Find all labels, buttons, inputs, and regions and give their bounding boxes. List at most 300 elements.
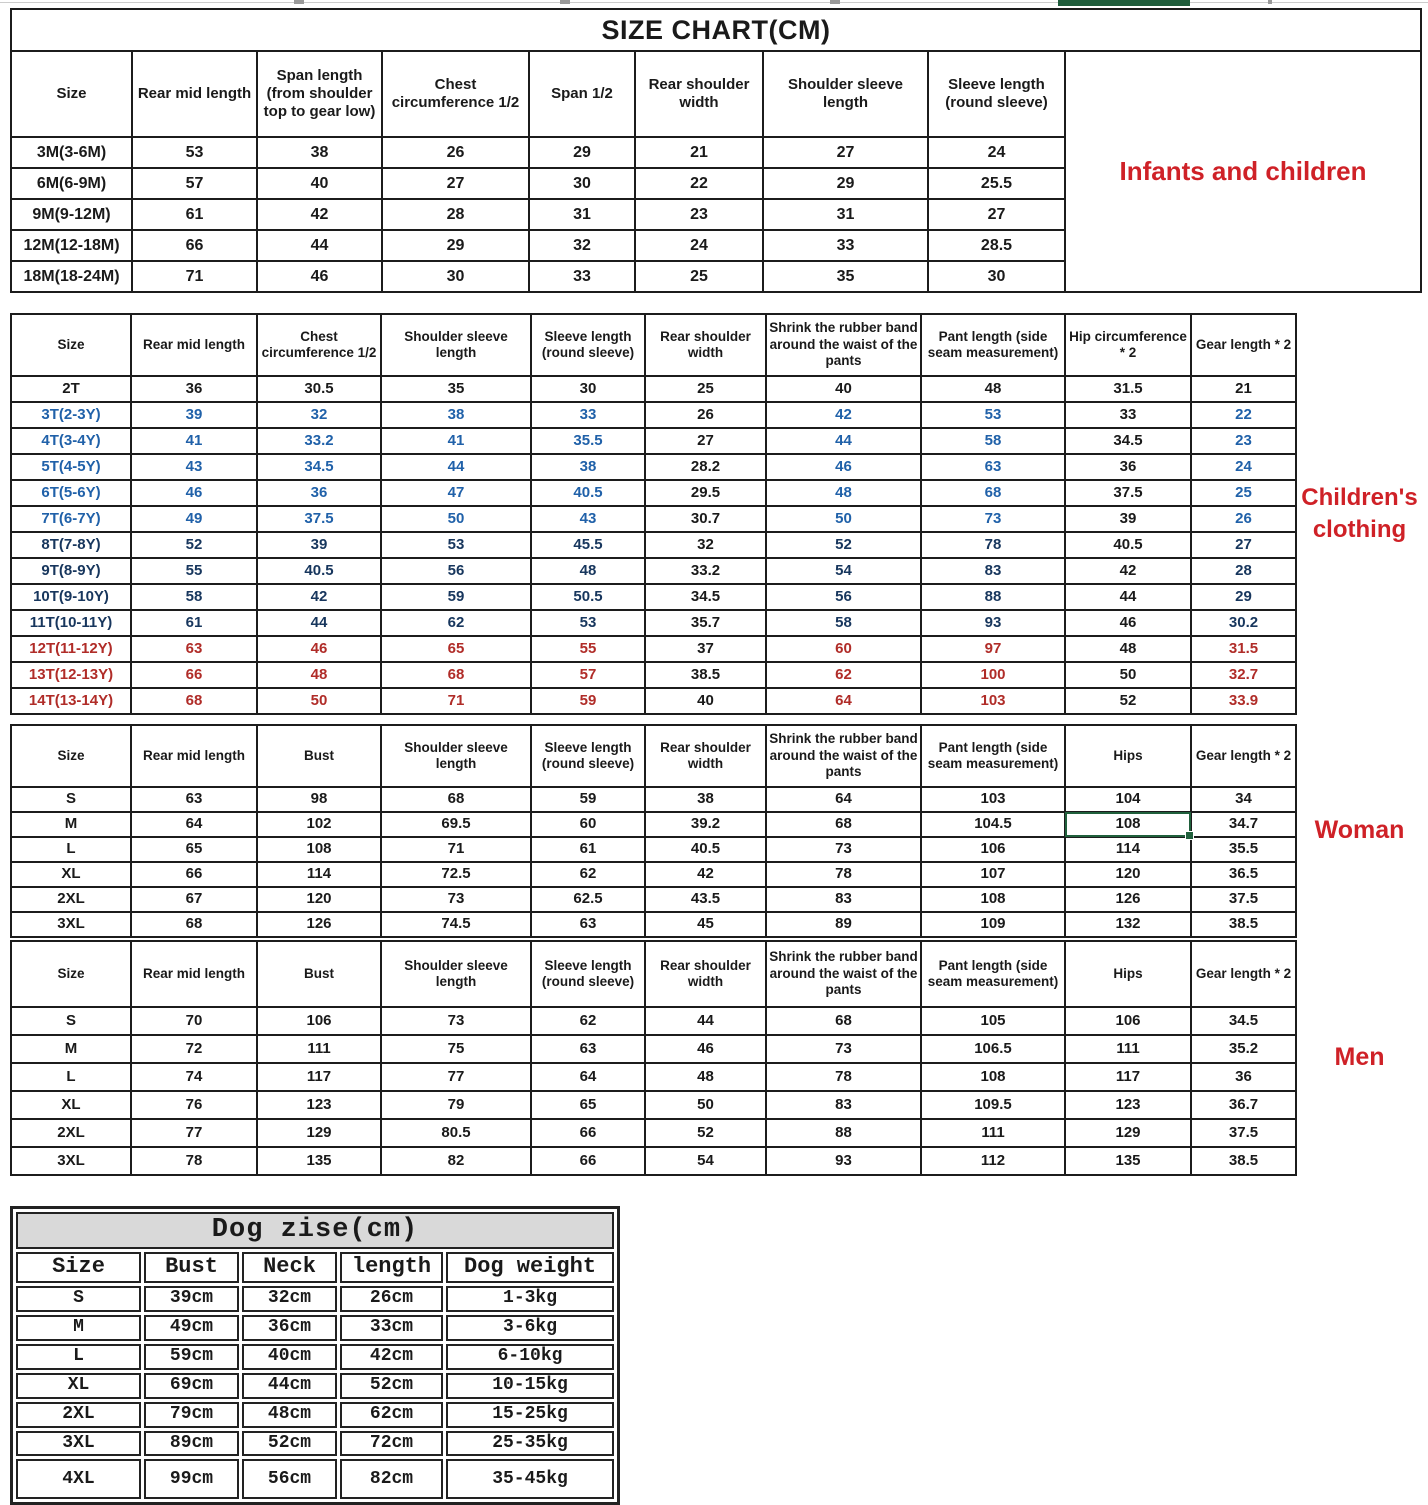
data-cell: 66	[131, 662, 257, 688]
data-cell: 34.5	[645, 584, 766, 610]
data-cell: 30	[928, 261, 1065, 292]
data-cell: 107	[921, 862, 1065, 887]
data-cell: 23	[1191, 428, 1296, 454]
data-cell: 34	[1191, 787, 1296, 812]
data-cell: 73	[381, 1007, 531, 1035]
data-cell: 46	[131, 480, 257, 506]
data-cell: 61	[531, 837, 645, 862]
header-cell: Gear length * 2	[1191, 941, 1296, 1007]
header-cell: Rear shoulder width	[635, 51, 763, 137]
data-cell: 67	[131, 887, 257, 912]
data-cell: 40.5	[531, 480, 645, 506]
data-cell: 30	[529, 168, 635, 199]
header-cell: Rear mid length	[131, 725, 257, 787]
data-cell: 68	[131, 912, 257, 937]
data-cell: 25	[1191, 480, 1296, 506]
data-cell: 129	[257, 1119, 381, 1147]
data-cell: 33.2	[645, 558, 766, 584]
row-size-cell: 12M(12-18M)	[11, 230, 132, 261]
data-cell: 106.5	[921, 1035, 1065, 1063]
data-cell: 43	[131, 454, 257, 480]
data-cell: 61	[132, 199, 257, 230]
row-size-cell: 2XL	[11, 1119, 131, 1147]
header-cell: Chest circumference 1/2	[382, 51, 529, 137]
data-cell: 62.5	[531, 887, 645, 912]
data-cell: 26	[382, 137, 529, 168]
data-cell: 44	[257, 610, 381, 636]
data-cell: 54	[645, 1147, 766, 1175]
data-cell: 34.7	[1191, 812, 1296, 837]
table-title: Dog zise(cm)	[16, 1212, 614, 1249]
data-cell: 59	[531, 688, 645, 714]
data-cell: 10-15kg	[446, 1373, 614, 1399]
data-cell: 31	[763, 199, 928, 230]
column-tick	[830, 0, 840, 4]
data-cell: 56	[381, 558, 531, 584]
header-cell: Dog weight	[446, 1252, 614, 1283]
data-cell: 37	[645, 636, 766, 662]
data-cell: 60	[766, 636, 921, 662]
data-cell: 50	[381, 506, 531, 532]
data-cell: 69.5	[381, 812, 531, 837]
data-cell: 104	[1065, 787, 1191, 812]
row-size-cell: 11T(10-11Y)	[11, 610, 131, 636]
data-cell: 103	[921, 787, 1065, 812]
data-cell: 106	[1065, 1007, 1191, 1035]
data-cell: 50.5	[531, 584, 645, 610]
data-cell: 75	[381, 1035, 531, 1063]
header-cell: Hip circumference * 2	[1065, 314, 1191, 376]
data-cell: 3-6kg	[446, 1315, 614, 1341]
row-size-cell: XL	[11, 1091, 131, 1119]
row-size-cell: S	[16, 1286, 141, 1312]
infants-size-table-section	[10, 8, 1422, 293]
data-cell: 61	[131, 610, 257, 636]
data-cell: 63	[531, 912, 645, 937]
data-cell: 35.5	[1191, 837, 1296, 862]
data-cell: 68	[381, 787, 531, 812]
column-tick	[294, 0, 304, 4]
data-cell: 53	[531, 610, 645, 636]
data-cell: 39	[131, 402, 257, 428]
data-cell: 52	[131, 532, 257, 558]
row-size-cell: 3XL	[16, 1431, 141, 1457]
data-cell: 46	[645, 1035, 766, 1063]
row-size-cell: S	[11, 1007, 131, 1035]
data-cell: 42cm	[340, 1344, 443, 1370]
data-cell: 54	[766, 558, 921, 584]
data-cell: 135	[257, 1147, 381, 1175]
data-cell: 68	[766, 1007, 921, 1035]
row-size-cell: 3XL	[11, 1147, 131, 1175]
data-cell: 40	[645, 688, 766, 714]
data-cell: 24	[635, 230, 763, 261]
data-cell: 109	[921, 912, 1065, 937]
section-label: Infants and children	[1065, 51, 1421, 292]
data-cell: 64	[766, 787, 921, 812]
data-cell: 25	[635, 261, 763, 292]
row-size-cell: 13T(12-13Y)	[11, 662, 131, 688]
data-cell: 99cm	[144, 1459, 239, 1499]
data-cell: 56	[766, 584, 921, 610]
spreadsheet-gridline	[0, 2, 1428, 3]
data-cell: 48	[921, 376, 1065, 402]
data-cell: 97	[921, 636, 1065, 662]
row-size-cell: 9T(8-9Y)	[11, 558, 131, 584]
header-cell: Sleeve length (round sleeve)	[531, 941, 645, 1007]
data-cell: 42	[645, 862, 766, 887]
data-cell: 32.7	[1191, 662, 1296, 688]
data-cell: 58	[921, 428, 1065, 454]
data-cell: 30.5	[257, 376, 381, 402]
data-cell: 42	[1065, 558, 1191, 584]
header-cell: Sleeve length (round sleeve)	[531, 725, 645, 787]
data-cell: 40.5	[257, 558, 381, 584]
data-cell: 52	[1065, 688, 1191, 714]
data-cell: 65	[381, 636, 531, 662]
row-size-cell: L	[11, 837, 131, 862]
data-cell: 40	[766, 376, 921, 402]
data-cell: 25.5	[928, 168, 1065, 199]
data-cell: 30.7	[645, 506, 766, 532]
header-cell: Size	[11, 725, 131, 787]
data-cell: 36cm	[242, 1315, 337, 1341]
row-size-cell: 8T(7-8Y)	[11, 532, 131, 558]
data-cell: 32	[257, 402, 381, 428]
data-cell: 73	[921, 506, 1065, 532]
children-table	[10, 313, 1297, 715]
dog-size-table-section	[10, 1206, 635, 1505]
header-cell: Sleeve length (round sleeve)	[531, 314, 645, 376]
data-cell: 62cm	[340, 1402, 443, 1428]
header-cell: Span length (from shoulder top to gear low)	[257, 51, 382, 137]
data-cell: 35	[763, 261, 928, 292]
header-cell: Rear mid length	[132, 51, 257, 137]
data-cell: 34.5	[1191, 1007, 1296, 1035]
data-cell: 82	[381, 1147, 531, 1175]
dog-table	[10, 1206, 620, 1505]
header-cell: Neck	[242, 1252, 337, 1283]
data-cell: 108	[921, 887, 1065, 912]
data-cell: 70	[131, 1007, 257, 1035]
data-cell: 48	[257, 662, 381, 688]
children-size-table-section	[10, 313, 1422, 715]
data-cell: 77	[381, 1063, 531, 1091]
data-cell: 33cm	[340, 1315, 443, 1341]
header-cell: Rear shoulder width	[645, 941, 766, 1007]
header-cell: Rear shoulder width	[645, 314, 766, 376]
data-cell: 48	[1065, 636, 1191, 662]
data-cell: 38	[257, 137, 382, 168]
header-cell: Shrink the rubber band around the waist of the pants	[766, 941, 921, 1007]
data-cell: 41	[381, 428, 531, 454]
data-cell: 129	[1065, 1119, 1191, 1147]
data-cell: 31.5	[1191, 636, 1296, 662]
data-cell: 34.5	[257, 454, 381, 480]
data-cell: 73	[766, 837, 921, 862]
header-cell: Rear shoulder width	[645, 725, 766, 787]
data-cell: 117	[257, 1063, 381, 1091]
data-cell: 37.5	[1065, 480, 1191, 506]
data-cell: 29	[529, 137, 635, 168]
data-cell: 46	[257, 261, 382, 292]
data-cell: 38	[381, 402, 531, 428]
data-cell: 38	[531, 454, 645, 480]
data-cell: 63	[131, 787, 257, 812]
data-cell: 108	[921, 1063, 1065, 1091]
header-cell: Pant length (side seam measurement)	[921, 314, 1065, 376]
data-cell: 38.5	[1191, 1147, 1296, 1175]
data-cell: 47	[381, 480, 531, 506]
data-cell: 123	[1065, 1091, 1191, 1119]
data-cell: 44cm	[242, 1373, 337, 1399]
data-cell: 36	[131, 376, 257, 402]
data-cell: 49cm	[144, 1315, 239, 1341]
infants-table	[10, 8, 1422, 293]
data-cell: 30.2	[1191, 610, 1296, 636]
data-cell: 39.2	[645, 812, 766, 837]
data-cell: 78	[131, 1147, 257, 1175]
data-cell: 24	[1191, 454, 1296, 480]
data-cell: 33.2	[257, 428, 381, 454]
data-cell: 23	[635, 199, 763, 230]
data-cell: 64	[531, 1063, 645, 1091]
data-cell: 74	[131, 1063, 257, 1091]
data-cell: 111	[1065, 1035, 1191, 1063]
data-cell: 38.5	[1191, 912, 1296, 937]
data-cell: 48	[531, 558, 645, 584]
header-cell: Shoulder sleeve length	[381, 941, 531, 1007]
data-cell: 28.2	[645, 454, 766, 480]
data-cell: 44	[381, 454, 531, 480]
data-cell: 29	[382, 230, 529, 261]
header-cell: Rear mid length	[131, 314, 257, 376]
data-cell: 53	[132, 137, 257, 168]
data-cell: 57	[531, 662, 645, 688]
data-cell: 24	[928, 137, 1065, 168]
data-cell: 56cm	[242, 1459, 337, 1499]
header-cell: Size	[11, 314, 131, 376]
data-cell: 42	[766, 402, 921, 428]
data-cell: 79cm	[144, 1402, 239, 1428]
data-cell: 27	[763, 137, 928, 168]
row-size-cell: 2XL	[16, 1402, 141, 1428]
data-cell: 79	[381, 1091, 531, 1119]
data-cell: 74.5	[381, 912, 531, 937]
data-cell: 50	[766, 506, 921, 532]
data-cell: 109.5	[921, 1091, 1065, 1119]
row-size-cell: 6M(6-9M)	[11, 168, 132, 199]
data-cell: 62	[531, 1007, 645, 1035]
data-cell: 46	[257, 636, 381, 662]
data-cell: 71	[132, 261, 257, 292]
data-cell: 114	[257, 862, 381, 887]
data-cell: 15-25kg	[446, 1402, 614, 1428]
data-cell: 33	[531, 402, 645, 428]
men-label: Men	[1334, 1043, 1385, 1072]
data-cell: 35.5	[531, 428, 645, 454]
row-size-cell: L	[11, 1063, 131, 1091]
header-cell: Gear length * 2	[1191, 314, 1296, 376]
data-cell: 59	[381, 584, 531, 610]
data-cell: 27	[645, 428, 766, 454]
data-cell: 37.5	[1191, 887, 1296, 912]
data-cell: 93	[766, 1147, 921, 1175]
header-cell: Gear length * 2	[1191, 725, 1296, 787]
row-size-cell: L	[16, 1344, 141, 1370]
data-cell: 60	[531, 812, 645, 837]
data-cell: 102	[257, 812, 381, 837]
data-cell: 66	[132, 230, 257, 261]
data-cell: 28.5	[928, 230, 1065, 261]
header-cell: Bust	[257, 725, 381, 787]
data-cell: 106	[257, 1007, 381, 1035]
data-cell: 50	[257, 688, 381, 714]
data-cell: 72cm	[340, 1431, 443, 1457]
data-cell: 68	[766, 812, 921, 837]
data-cell: 31	[529, 199, 635, 230]
data-cell: 22	[635, 168, 763, 199]
woman-size-table-section	[10, 724, 1422, 938]
header-cell: Sleeve length (round sleeve)	[928, 51, 1065, 137]
data-cell: 83	[921, 558, 1065, 584]
data-cell: 33	[763, 230, 928, 261]
woman-table	[10, 724, 1297, 938]
data-cell: 21	[1191, 376, 1296, 402]
header-cell: Shrink the rubber band around the waist of the pants	[766, 314, 921, 376]
data-cell: 53	[921, 402, 1065, 428]
data-cell: 69cm	[144, 1373, 239, 1399]
data-cell: 38.5	[645, 662, 766, 688]
data-cell: 29	[763, 168, 928, 199]
data-cell: 104.5	[921, 812, 1065, 837]
header-cell: Size	[11, 941, 131, 1007]
header-cell: length	[340, 1252, 443, 1283]
data-cell: 35	[381, 376, 531, 402]
data-cell: 68	[131, 688, 257, 714]
data-cell: 44	[257, 230, 382, 261]
data-cell: 73	[381, 887, 531, 912]
data-cell: 100	[921, 662, 1065, 688]
data-cell: 77	[131, 1119, 257, 1147]
data-cell: 39	[1065, 506, 1191, 532]
data-cell: 59cm	[144, 1344, 239, 1370]
data-cell: 21	[635, 137, 763, 168]
data-cell: 78	[921, 532, 1065, 558]
data-cell: 31.5	[1065, 376, 1191, 402]
data-cell: 50	[645, 1091, 766, 1119]
data-cell: 36	[1191, 1063, 1296, 1091]
row-size-cell: 18M(18-24M)	[11, 261, 132, 292]
data-cell: 45	[645, 912, 766, 937]
data-cell: 39	[257, 532, 381, 558]
data-cell: 88	[921, 584, 1065, 610]
data-cell: 114	[1065, 837, 1191, 862]
data-cell: 29.5	[645, 480, 766, 506]
data-cell: 1-3kg	[446, 1286, 614, 1312]
data-cell: 63	[921, 454, 1065, 480]
data-cell: 78	[766, 1063, 921, 1091]
data-cell: 65	[131, 837, 257, 862]
data-cell: 66	[531, 1119, 645, 1147]
data-cell: 22	[1191, 402, 1296, 428]
data-cell: 63	[131, 636, 257, 662]
data-cell: 45.5	[531, 532, 645, 558]
data-cell: 32cm	[242, 1286, 337, 1312]
woman-label: Woman	[1314, 816, 1405, 845]
data-cell: 68	[381, 662, 531, 688]
header-cell: Rear mid length	[131, 941, 257, 1007]
data-cell: 33.9	[1191, 688, 1296, 714]
men-table	[10, 940, 1297, 1176]
data-cell: 71	[381, 688, 531, 714]
column-tick	[560, 0, 570, 4]
children-label: Children's clothing	[1301, 483, 1418, 543]
data-cell: 32	[529, 230, 635, 261]
data-cell: 62	[766, 662, 921, 688]
data-cell: 44	[1065, 584, 1191, 610]
data-cell: 52	[645, 1119, 766, 1147]
header-cell: Shoulder sleeve length	[381, 314, 531, 376]
header-cell: Pant length (side seam measurement)	[921, 725, 1065, 787]
row-size-cell: 4T(3-4Y)	[11, 428, 131, 454]
data-cell: 117	[1065, 1063, 1191, 1091]
data-cell: 72	[131, 1035, 257, 1063]
header-cell: Span 1/2	[529, 51, 635, 137]
data-cell: 120	[257, 887, 381, 912]
data-cell: 50	[1065, 662, 1191, 688]
header-cell: Pant length (side seam measurement)	[921, 941, 1065, 1007]
data-cell: 76	[131, 1091, 257, 1119]
data-cell: 42	[257, 584, 381, 610]
header-cell: Shoulder sleeve length	[381, 725, 531, 787]
data-cell: 33	[1065, 402, 1191, 428]
data-cell: 6-10kg	[446, 1344, 614, 1370]
data-cell: 41	[131, 428, 257, 454]
data-cell: 32	[645, 532, 766, 558]
data-cell: 83	[766, 887, 921, 912]
data-cell: 46	[1065, 610, 1191, 636]
data-cell: 82cm	[340, 1459, 443, 1499]
data-cell: 89cm	[144, 1431, 239, 1457]
data-cell: 111	[921, 1119, 1065, 1147]
header-cell: Size	[11, 51, 132, 137]
data-cell: 72.5	[381, 862, 531, 887]
row-size-cell: 3M(3-6M)	[11, 137, 132, 168]
column-tick	[1268, 0, 1272, 4]
header-cell: Shrink the rubber band around the waist of the pants	[766, 725, 921, 787]
data-cell: 52	[766, 532, 921, 558]
table-title: SIZE CHART(CM)	[11, 9, 1421, 51]
data-cell: 52cm	[340, 1373, 443, 1399]
data-cell: 27	[1191, 532, 1296, 558]
data-cell: 78	[766, 862, 921, 887]
data-cell: 36	[257, 480, 381, 506]
row-size-cell: 2XL	[11, 887, 131, 912]
data-cell: 29	[1191, 584, 1296, 610]
row-size-cell: 2T	[11, 376, 131, 402]
data-cell: 58	[766, 610, 921, 636]
header-cell: Shoulder sleeve length	[763, 51, 928, 137]
row-size-cell: 10T(9-10Y)	[11, 584, 131, 610]
data-cell: 66	[131, 862, 257, 887]
data-cell: 36.5	[1191, 862, 1296, 887]
row-size-cell: XL	[16, 1373, 141, 1399]
data-cell: 40.5	[1065, 532, 1191, 558]
row-size-cell: 7T(6-7Y)	[11, 506, 131, 532]
header-cell: Size	[16, 1252, 141, 1283]
data-cell: 25-35kg	[446, 1431, 614, 1457]
